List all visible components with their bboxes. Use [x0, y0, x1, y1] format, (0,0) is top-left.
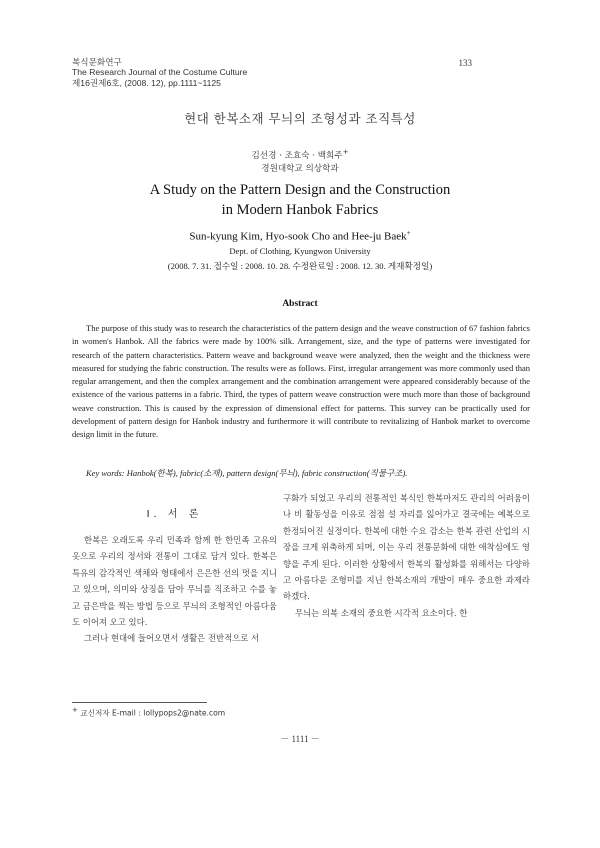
footnote-divider: [72, 702, 207, 703]
journal-header: [72, 57, 247, 88]
abstract-heading: Abstract: [282, 299, 318, 309]
footnote-mark: +: [72, 706, 78, 714]
authors-kr-text: 김선경 · 조효숙 · 백희주: [251, 150, 343, 161]
footnote-text: 교신저자 E-mail : lollypops2@nate.com: [80, 708, 226, 718]
authors-kr: [0, 148, 600, 161]
authors-en-text: Sun-kyung Kim, Hyo-sook Cho and Hee-ju Baek: [189, 230, 407, 243]
body-paragraph: 무늬는 의복 소재의 중요한 시각적 요소이다. 한: [295, 607, 468, 618]
submission-dates: (2008. 7. 31. 접수일 : 2008. 10. 28. 수정완료일 : 2008. 12. 30. 게재확정일): [167, 261, 433, 271]
affiliation-en: Dept. of Clothing, Kyungwon University: [229, 246, 371, 256]
title-kr: 현대 한복소재 무늬의 조형성과 조직특성: [184, 111, 416, 126]
body-column-right: [283, 490, 530, 621]
corresponding-mark-en: +: [406, 229, 411, 237]
authors-en: [0, 229, 600, 243]
keywords: Key words: Hanbok(한복), fabric(소재), pattern design(무늬), fabric construction(직물구조).: [86, 468, 408, 478]
body-paragraph: 구화가 되었고 우리의 전통적인 복식인 한복마저도 관리의 어려움이나 비 활동성을 이유로 점점 설 자리를 잃어가고 결국에는 예복으로 한정되어진 실정이다. 한복에 대한 수요 감소는 한복 관련 산업의 시장을 크게 위축하게 되며, 이는 우리 전통문화에 대한 애착심에도 영향을 주게 된다. 이러한 상황에서 한복의 활성화를 위해서는 다양하고 아름다운 조형미를 지닌 한복소재의 개발이 매우 중요한 과제라 하겠다.: [283, 493, 530, 602]
affiliation-kr: 경원대학교 의상학과: [261, 164, 339, 174]
abstract-body: The purpose of this study was to research the characteristics of the pattern design and the weave construction of 67 fashion fabrics in women's Hanbok. All the fabrics were made by 100% silk. Arrangement, size, and the type of patterns were investigated for research of the pattern characteristics. Pattern weave and background weave were analyzed, then the weight and the thickness were measured for studying the fabric construction. The results were as follows. First, irregular arrangement was more commonly used than regular arrangement, and then the complex arrangement and the combination arrangement were appeared considerably because of the existence of the various patterns in a fabric. Third, the types of pattern weave construction were much more than those of background weave construction. This is caused by the expression of dimensional effect for patterns. This survey can be practically used for development of pattern design for Hanbok industry and furthermore it will contribute to revitalizing of Hanbok market to overcome design limit in the future.: [72, 323, 530, 440]
volume-info: 제16권제6호, (2008. 12), pp.1111~1125: [72, 77, 221, 88]
journal-name-kr: 복식문화연구: [72, 57, 122, 67]
title-en-line1: A Study on the Pattern Design and the Construction: [149, 182, 451, 198]
footer-page-number: － 1111 －: [280, 734, 320, 744]
footnote: [72, 706, 225, 719]
body-paragraph: 한복은 오래도록 우리 민족과 함께 한 한민족 고유의 옷으로 우리의 정서와 전통이 그대로 담겨 있다. 한복은 특유의 감각적인 색채와 형태에서 은은한 선의 멋을 지니고 있으며, 의미와 상징을 담아 무늬를 직조하고 수를 놓고 금은박을 찍는 방법 등으로 무늬의 조형적인 아름다움도 이어져 오고 있다.: [72, 535, 277, 628]
title-en: [0, 180, 600, 220]
journal-name-en: The Research Journal of the Costume Culture: [72, 67, 248, 78]
body-paragraph: 그러나 현대에 들어오면서 생활은 전반적으로 서: [84, 633, 260, 644]
corresponding-mark-kr: +: [342, 148, 349, 156]
header-page-number: 133: [458, 58, 472, 68]
body-column-left: [72, 505, 277, 647]
title-en-line2: in Modern Hanbok Fabrics: [221, 202, 379, 218]
section-heading-intro: Ⅰ. 서 론: [146, 509, 203, 520]
